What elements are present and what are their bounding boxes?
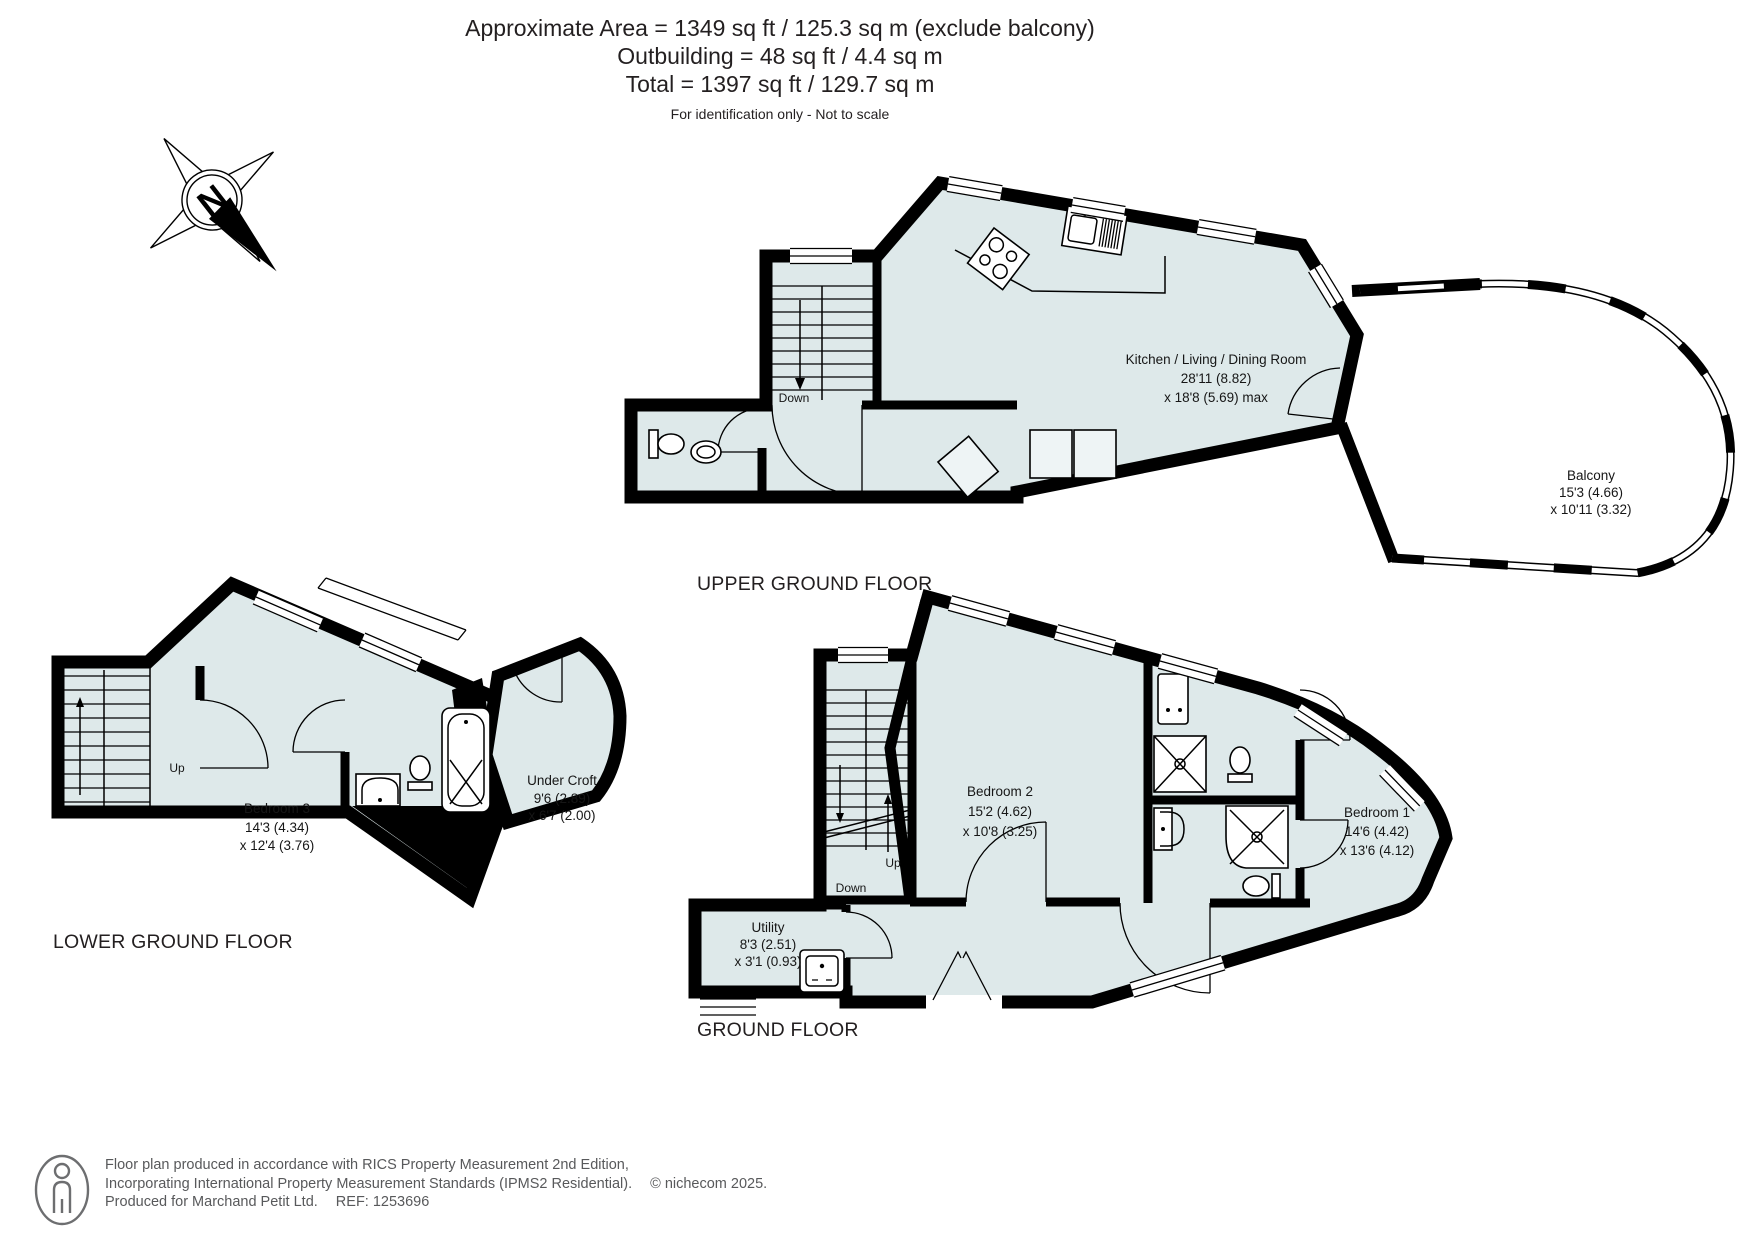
room-label-bedroom2: Bedroom 2 xyxy=(966,784,1034,799)
room-label-bedroom1: Bedroom 1 xyxy=(1343,805,1411,820)
balcony-railing xyxy=(1360,284,1731,573)
room-dim1-balcony: 15'3 (4.66) xyxy=(1558,485,1624,500)
basin-icon xyxy=(356,774,400,806)
stair-label-down-upper: Down xyxy=(778,391,810,405)
toilet-icon xyxy=(408,756,432,790)
footer-line1: Floor plan produced in accordance with RICS Property Measurement 2nd Edition, xyxy=(105,1157,629,1173)
shower-icon xyxy=(1154,736,1206,792)
outbuilding-area-text: Outbuilding = 48 sq ft / 4.4 sq m xyxy=(617,43,943,69)
balcony-side-wall xyxy=(1341,424,1394,561)
room-dim2-undercroft: x 6'7 (2.00) xyxy=(528,808,596,823)
footer-line3: Produced for Marchand Petit Ltd. xyxy=(105,1194,318,1210)
room-dim1-kitchen: 28'11 (8.82) xyxy=(1180,371,1252,386)
room-dim1-utility: 8'3 (2.51) xyxy=(739,937,797,952)
upper-ground-floor-title: UPPER GROUND FLOOR xyxy=(697,573,933,595)
room-dim1-bedroom2: 15'2 (4.62) xyxy=(967,804,1033,819)
footer xyxy=(105,1156,767,1212)
footer-ref: REF: 1253696 xyxy=(335,1194,430,1210)
room-label-utility: Utility xyxy=(751,920,785,935)
stair-label-down-ground: Down xyxy=(835,881,867,895)
header xyxy=(0,14,1560,122)
floor-plan-lower-ground xyxy=(58,578,620,898)
cabinet-icon xyxy=(1158,674,1188,724)
floor-plan-ground xyxy=(695,596,1446,1015)
room-label-bedroom3: Bedroom 3 xyxy=(243,801,311,816)
lower-ground-floor-title: LOWER GROUND FLOOR xyxy=(53,931,293,953)
compass-rose xyxy=(103,91,333,324)
room-dim2-bedroom3: x 12'4 (3.76) xyxy=(239,838,315,853)
room-label-undercroft: Under Croft xyxy=(527,773,597,788)
room-label-balcony: Balcony xyxy=(1566,468,1616,483)
toilet-icon xyxy=(1243,874,1280,898)
stair-label-up-lower: Up xyxy=(169,761,185,775)
bath-icon xyxy=(442,708,490,812)
ground-footprint xyxy=(695,597,1446,1002)
shower-icon xyxy=(1226,806,1288,868)
room-dim1-bedroom1: 14'6 (4.42) xyxy=(1344,824,1410,839)
room-dim2-utility: x 3'1 (0.93) xyxy=(734,954,802,969)
person-icon xyxy=(36,1156,88,1224)
compass-north-label: N xyxy=(189,176,236,225)
room-label-kitchen: Kitchen / Living / Dining Room xyxy=(1125,352,1307,367)
outside-steps xyxy=(700,999,756,1015)
room-dim1-bedroom3: 14'3 (4.34) xyxy=(244,820,310,835)
approximate-area-text: Approximate Area = 1349 sq ft / 125.3 sq m (exclude balcony) xyxy=(465,15,1095,41)
room-dim1-undercroft: 9'6 (2.89) xyxy=(533,791,591,806)
room-dim2-bedroom2: x 10'8 (3.25) xyxy=(962,824,1038,839)
disclaimer-text: For identification only - Not to scale xyxy=(670,106,890,122)
room-dim2-balcony: x 10'11 (3.32) xyxy=(1550,502,1632,517)
stair-label-up-ground: Up xyxy=(885,856,901,870)
floor-plan-upper-ground xyxy=(631,177,1731,573)
ground-floor-title: GROUND FLOOR xyxy=(697,1019,859,1041)
washing-machine-icon xyxy=(800,950,844,992)
total-area-text: Total = 1397 sq ft / 129.7 sq m xyxy=(625,71,935,97)
room-dim2-bedroom1: x 13'6 (4.12) xyxy=(1339,843,1415,858)
toilet-icon xyxy=(1228,747,1252,782)
footer-line2: Incorporating International Property Measurement Standards (IPMS2 Residential). xyxy=(105,1175,633,1192)
room-dim2-kitchen: x 18'8 (5.69) max xyxy=(1164,390,1268,405)
footer-copyright: © nichecom 2025. xyxy=(650,1175,768,1192)
basin-icon xyxy=(691,441,721,463)
